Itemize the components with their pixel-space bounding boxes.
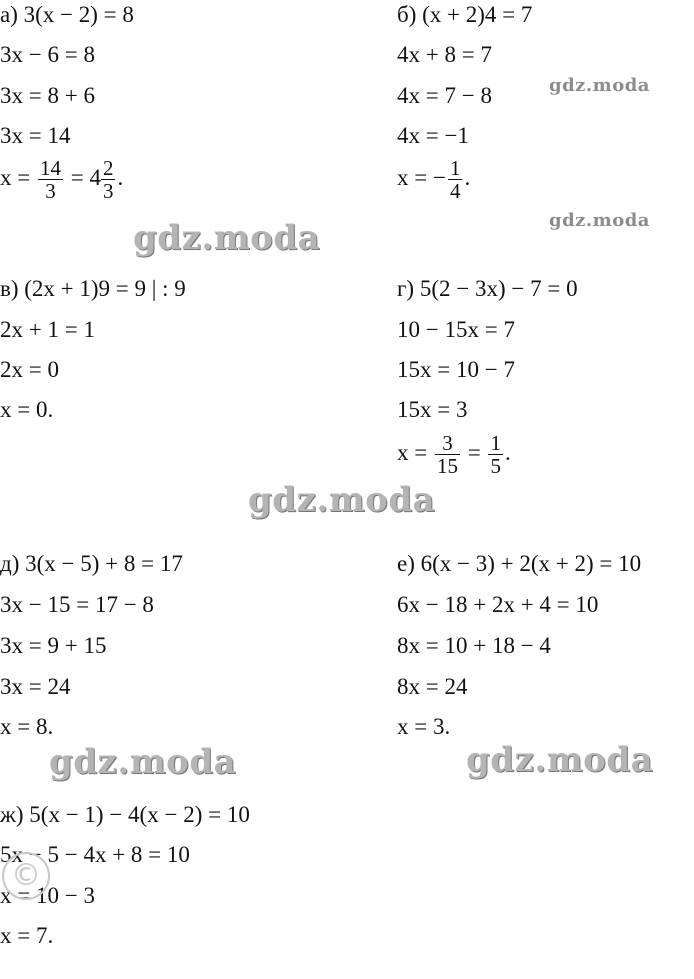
numerator: 14 — [39, 156, 61, 180]
watermark-logo: gdz.moda — [466, 740, 654, 780]
problem-b-line-4: 4x = −1 — [397, 123, 469, 148]
problem-a-line-1: а) 3(x − 2) = 8 — [0, 2, 134, 27]
problem-v-line-1: в) (2x + 1)9 = 9 | : 9 — [0, 276, 186, 301]
watermark-logo: gdz.moda — [49, 742, 237, 782]
denominator: 15 — [436, 454, 458, 478]
problem-zh-line-1: ж) 5(x − 1) − 4(x − 2) = 10 — [0, 802, 250, 827]
answer-prefix: x = — [0, 164, 31, 190]
watermark-logo: gdz.moda — [133, 218, 321, 258]
problem-a-line-4: 3x = 14 — [0, 123, 71, 148]
period: . — [464, 164, 471, 190]
problem-b-line-1: б) (x + 2)4 = 7 — [397, 2, 533, 27]
problem-d-line-2: 3x − 15 = 17 − 8 — [0, 592, 154, 617]
problem-b-line-3: 4x = 7 − 8 — [397, 83, 492, 108]
denominator: 5 — [490, 454, 501, 478]
numerator: 3 — [435, 432, 460, 455]
equals-sign: = — [70, 164, 84, 190]
denominator: 3 — [45, 179, 56, 203]
problem-a-line-2: 3x − 6 = 8 — [0, 42, 95, 67]
problem-e-line-2: 6x − 18 + 2x + 4 = 10 — [397, 592, 599, 617]
problem-v-line-2: 2x + 1 = 1 — [0, 317, 95, 342]
numerator: 1 — [490, 431, 501, 455]
problem-d-line-1: д) 3(x − 5) + 8 = 17 — [0, 551, 183, 576]
numerator: 1 — [449, 156, 461, 180]
denominator: 3 — [102, 179, 114, 203]
fraction — [101, 157, 116, 202]
problem-b-line-2: 4x + 8 = 7 — [397, 42, 492, 67]
problem-d-line-5: x = 8. — [0, 714, 54, 739]
problem-b-answer — [397, 157, 470, 202]
period: . — [504, 439, 511, 465]
problem-g-line-1: г) 5(2 − 3x) − 7 = 0 — [397, 276, 578, 301]
problem-v-line-4: x = 0. — [0, 397, 54, 422]
answer-prefix: x = − — [397, 164, 446, 190]
fraction — [435, 432, 460, 477]
equals-sign: = — [467, 439, 481, 465]
fraction — [38, 157, 63, 202]
problem-e-line-3: 8x = 10 + 18 − 4 — [397, 633, 551, 658]
watermark-logo: gdz.moda — [549, 210, 650, 231]
problem-d-line-4: 3x = 24 — [0, 674, 71, 699]
period: . — [117, 164, 124, 190]
problem-g-line-2: 10 − 15x = 7 — [397, 317, 515, 342]
problem-a-answer — [0, 157, 123, 202]
denominator: 4 — [449, 179, 461, 203]
watermark-logo: gdz.moda — [248, 480, 436, 520]
problem-zh-line-2: 5x − 5 − 4x + 8 = 10 — [0, 842, 190, 867]
problem-e-line-4: 8x = 24 — [397, 674, 468, 699]
problem-g-line-4: 15x = 3 — [397, 397, 468, 422]
answer-prefix: x = — [397, 439, 428, 465]
problem-a-line-3: 3x = 8 + 6 — [0, 83, 95, 108]
fraction — [448, 157, 463, 202]
copyright-stamp-icon: © — [2, 852, 50, 900]
problem-zh-line-4: x = 7. — [0, 923, 54, 948]
numerator: 2 — [102, 156, 114, 180]
problem-e-line-1: е) 6(x − 3) + 2(x + 2) = 10 — [397, 551, 642, 576]
problem-zh-line-3: x = 10 − 3 — [0, 883, 95, 908]
problem-g-answer — [397, 432, 511, 477]
watermark-logo: gdz.moda — [549, 75, 650, 96]
fraction — [488, 432, 503, 477]
problem-e-line-5: x = 3. — [397, 714, 451, 739]
problem-d-line-3: 3x = 9 + 15 — [0, 633, 107, 658]
problem-v-line-3: 2x = 0 — [0, 357, 59, 382]
whole-part: 4 — [89, 164, 101, 190]
problem-g-line-3: 15x = 10 − 7 — [397, 357, 515, 382]
